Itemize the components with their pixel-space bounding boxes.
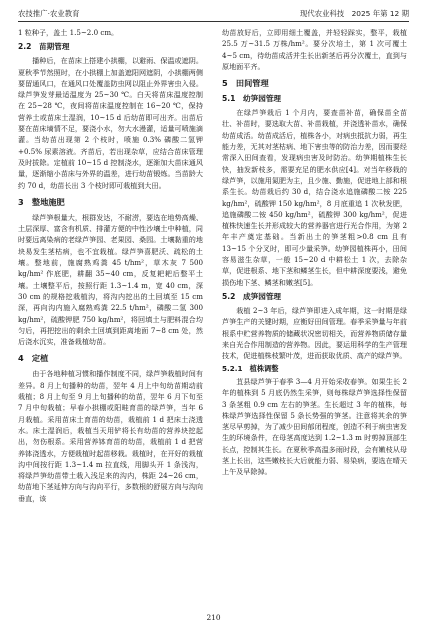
running-header — [18, 6, 409, 20]
section-heading: 5 田间管理 — [222, 78, 269, 89]
paragraph: 栽植 2~3 年后，绿芦笋即进入成年期，这一时期是绿芦笋生产的关键时期，应衡好田间管理。春季采笋量与年前根系中贮营养物质的储藏状况密切相关，而营养物质储存量来自光合作用制造的营养物。因此，要运用科学的生产管理技术，促进植株枝繁叶茂，进而获取优质、高产的绿芦笋。 — [222, 305, 407, 361]
subsection-heading: 5.2 成笋园管理 — [222, 291, 282, 301]
paragraph: 1 粒种子，盖土 1.5~2.0 cm。 — [18, 28, 119, 37]
subsection-heading: 5.1 幼笋园管理 — [222, 94, 282, 104]
header-section-label: 农技推广·农业教育 — [18, 9, 80, 18]
header-rule — [18, 21, 409, 22]
section-heading: 2.2 苗期管理 — [18, 42, 70, 52]
left-column — [18, 27, 203, 504]
section-heading: 4 定植 — [18, 353, 49, 364]
paragraph: 由于各地种植习惯和播作制度不同，绿芦笋栽植时间有差异。8 月上旬播种的幼苗，翌年 4 月上中旬幼苗期动前栽植；8 月上旬至 9 月上旬播种的幼苗，翌年 6 月下旬至 7 月中旬栽植；早春小拱棚或阳畦育苗的绿芦笋，当年 6 月栽植。采用苗床土育苗的幼苗，栽植前 1 d 把床土浇透水。床土湿润后，栽植当天用铲将长有幼苗的营养块挖起出，勿伤根系。采用营养钵育苗的幼苗，栽植前 1 d 把营养钵浇透水，方便栽植时起苗移栽。栽植时，在开好的栽植沟中间按行距 1.3~1.4 m 拉直线，用脚头开 1 条浅沟，将绿芦笋幼苗带土栽入浅足来的沟内，株距 24~26 cm，幼苗地下茎延伸方向与沟向平行，多数根的舒展方向与沟向垂直，该 — [18, 369, 203, 503]
page-number: 210 — [206, 613, 221, 622]
paragraph: 苴县绿芦笋于春季 3—4 月开始采收春笋。如果生长 2 年的植株到 5 月底仍然生采笋，则每株绿芦笋选择性保留 3 条茎粗 0.9 cm 左右的笋茎。生长超过 3 年的植株，每株绿芦笋选择性保留 5 条长势强的笋茎。注意将其余的笋茎尽早剪掉，为了减少田间郁闭程度，创造不利于病虫害发生的环境条件，在母茎高度达到 1.2~1.3 m 时剪掉顶部生长点，控制其生长。在夏秋季高温多雨时段，会有嫩枝从母茎上长出，这些嫩枝长大后就能力弱、易染病，要选在晴天上午及早除掉。 — [222, 376, 407, 477]
right-column — [222, 27, 407, 478]
header-journal-issue: 现代农业科技 2025 年第 12 期 — [299, 9, 409, 18]
paragraph: 幼苗放好后，立即用细土覆盖，并轻轻踩实，整平，栽植 25.5 万~31.5 万株/hm²。要分次培土，第 1 次可覆土 4~5 cm，待幼苗成活并生长出新茎后再分次覆土，直到与原地面平齐。 — [222, 28, 407, 71]
paragraph: 在绿芦笋栽后 1 个月内，要查苗补苗，确保苗全苗壮、补苗时，要选取大苗、补苗栽植，并浇透补苗水，确保幼苗成活。幼苗成活后，植株各小，对病虫抵抗力弱，再生能力差，无其对茎枯病、地下害虫等的防治力差，因而要经常深入田间查看，发现病虫害及时防治。幼笋期植株生长快，抽发新枝多，需要充足的肥水供应[4]。对当年移栽的绿芦笋，以施用氮肥为主，且少施、勤施，促进地上部和根系生长。幼苗栽后约 30 d，结合浇水追施磷酸二铵 225 kg/hm²，硫酸钾 150 kg/hm²，8 月底重追 1 次秋发肥，追施磷酸二铵 450 kg/hm²，硫酸钾 300 kg/hm²，促进植株快速生长并形成较大的营养器官进行光合作用，为第 2 年丰产奠定基础。当新出土的笋茎粗>0.8 cm 且有 13~15 个分叉时，即可少量采笋。幼笋园植株再小，田间容易滋生杂草，一般 15~20 d 中耕松土 1 次，去除杂草，促进根系、地下茎和鳞茎生长，但中耕深度要浅，避免损伤地下茎、鳞茎和嫩茎[5]。 — [222, 108, 407, 287]
subsubsection-heading: 5.2.1 植株调整 — [222, 364, 279, 374]
paragraph: 绿芦笋根量大，根群发达，不耐涝，要选在地势高燥、土层深厚、富含有机质、排灌方便的中性沙壤土中种植，同时要远离染病的老绿芦笋园、老果园、桑园。土壤黏重的地块易发生茎枯病，也不宜栽植。绿芦笋喜肥沃、疏松的土壤。整地前，施腐熟鸡粪 45 t/hm²，草木灰 7 500 kg/hm² 作底肥，耕翻 35~40 cm，反复耙耙后整平土壤。土壤整平后，按照行距 1.3~1.4 m，宽 40 cm，深 30 cm 的规格挖栽植沟，将沟内挖出的土回填至 15 cm 深，再向沟内施入腐熟鸡粪 22.5 t/hm²，磷酸二氢 300 kg/hm²，硫酸钾肥 750 kg/hm²，将回填土与肥料混合均匀后，再把挖出的剩余土回填到距离地面 7~8 cm 处，然后浇水沉实，准备栽植幼苗。 — [18, 212, 203, 347]
section-heading: 3 整地施肥 — [18, 196, 65, 207]
paragraph: 播种后，在苗床上搭建小拱棚，以避雨、保温或遮阴。夏秋季节然照时，在小拱棚上加盖遮阳网遮阴，小拱棚两侧要留通风口，在通风口处覆盖防虫网以阻止外界害虫入侵。绿芦笋发芽最适温度为 25~30 ℃。白天将苗床温度控制在 25~28 ℃，夜间将苗床温度控制在 16~20 ℃，保持营养土或苗床土湿润，10~15 d 后幼苗即可出齐。出苗后要在苗床墒情不足，要浇小水，勿大水漫灌，适量可喷施滴灌。当幼苗出现第 2 个枝时，喷施 0.3% 磷酸二氢钾 +0.5% 尿素溶液。齐苗后，若出现杂草，应结合苗床管理及时拔除。定植前 10~15 d 控制浇水，逐渐加大苗床通风量，逐渐缩小苗床与外界的温差，进行幼苗锻炼。当苗龄大约 70 d，幼苗长出 3 个枝时即可栽植到大田。 — [18, 56, 203, 190]
